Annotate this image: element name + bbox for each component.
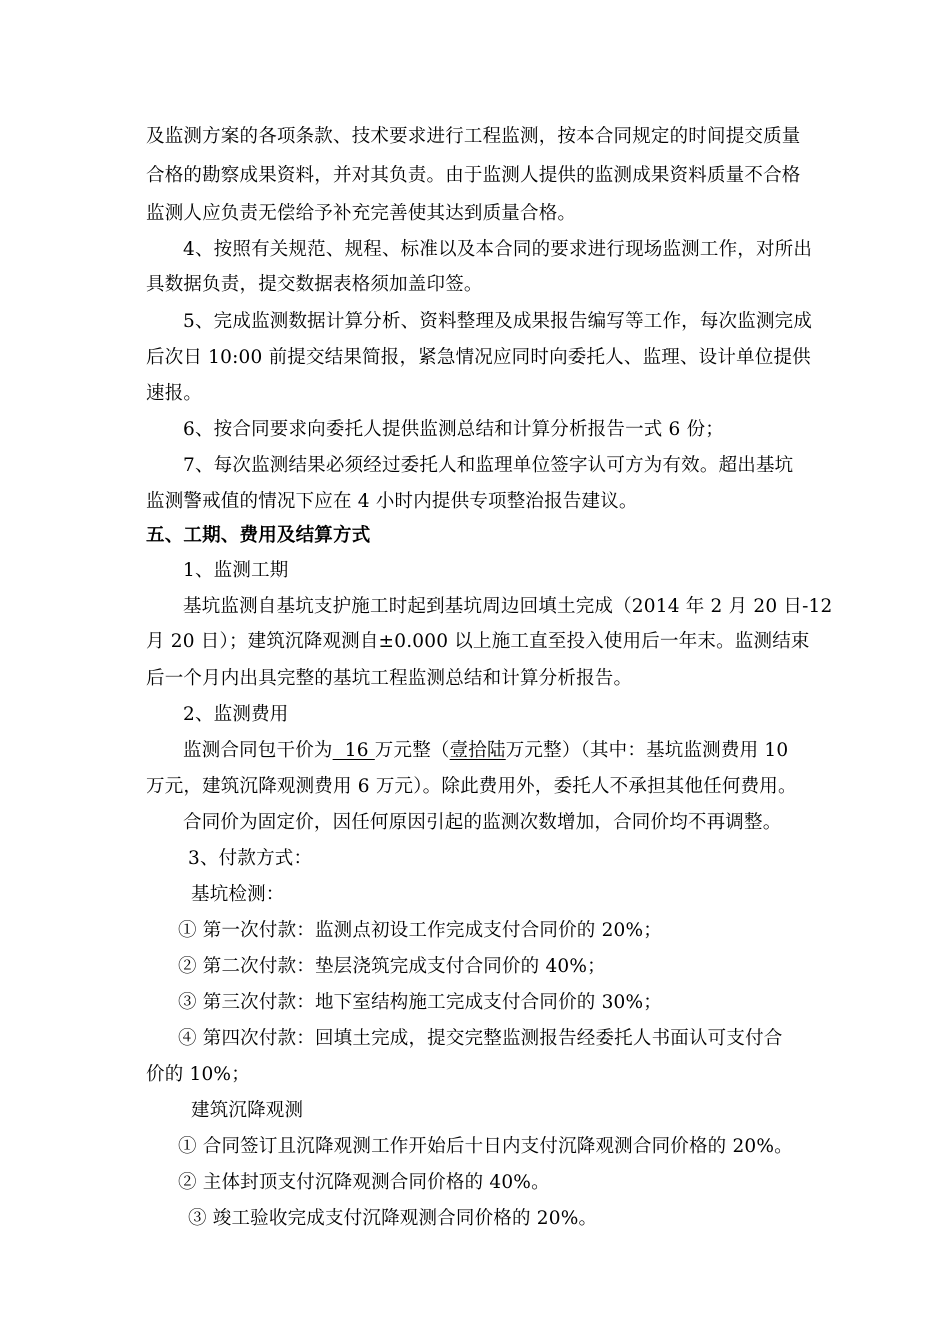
fee-mid: 万元整（ (374, 740, 450, 761)
paragraph-line: 合同价为固定价，因任何原因引起的监测次数增加，合同价均不再调整。 (183, 812, 782, 833)
payment-item: ③ 竣工验收完成支付沉降观测合同价格的 20%。 (188, 1208, 598, 1229)
paragraph-line: 7、每次监测结果必须经过委托人和监理单位签字认可方为有效。超出基坑 (183, 455, 794, 476)
payment-item: ① 合同签订且沉降观测工作开始后十日内支付沉降观测合同价格的 20%。 (178, 1136, 793, 1157)
paragraph-line: 监测警戒值的情况下应在 4 小时内提供专项整治报告建议。 (146, 491, 638, 512)
paragraph-line: 月 20 日）；建筑沉降观测自±0.000 以上施工直至投入使用后一年末。监测结束 (146, 631, 810, 652)
payment-item: ① 第一次付款：监测点初设工作完成支付合同价的 20%； (178, 920, 662, 941)
paragraph-line: 5、完成监测数据计算分析、资料整理及成果报告编写等工作，每次监测完成 (183, 311, 813, 332)
paragraph-line: 具数据负责，提交数据表格须加盖印签。 (146, 274, 483, 295)
subsection-heading: 3、付款方式： (188, 848, 313, 869)
settle-title: 建筑沉降观测 (191, 1100, 304, 1121)
payment-item: 价的 10%； (146, 1064, 250, 1085)
paragraph-line: 后次日 10:00 前提交结果简报，紧急情况应同时向委托人、监理、设计单位提供 (146, 347, 811, 368)
section-heading: 五、工期、费用及结算方式 (146, 525, 371, 546)
paragraph-line: 万元，建筑沉降观测费用 6 万元）。除此费用外，委托人不承担其他任何费用。 (146, 776, 797, 797)
fee-prefix: 监测合同包干价为 (183, 740, 333, 761)
payment-item: ② 主体封顶支付沉降观测合同价格的 40%。 (178, 1172, 550, 1193)
fee-mid: 万元整）（其中：基坑监测费用 10 (505, 740, 789, 761)
paragraph-line: 4、按照有关规范、规程、标准以及本合同的要求进行现场监测工作，对所出 (183, 239, 813, 260)
paragraph-line: 监测人应负责无偿给予补充完善使其达到质量合格。 (146, 203, 577, 224)
pit-title: 基坑检测： (191, 884, 285, 905)
subsection-heading: 1、监测工期 (183, 560, 289, 581)
paragraph-line: 后一个月内出具完整的基坑工程监测总结和计算分析报告。 (146, 668, 633, 689)
payment-item: ③ 第三次付款：地下室结构施工完成支付合同价的 30%； (178, 992, 662, 1013)
paragraph-line: 及监测方案的各项条款、技术要求进行工程监测，按本合同规定的时间提交质量 (146, 126, 801, 147)
subsection-heading: 2、监测费用 (183, 704, 289, 725)
paragraph-line: 合格的勘察成果资料，并对其负责。由于监测人提供的监测成果资料质量不合格 (146, 165, 801, 186)
paragraph-line: 速报。 (146, 383, 203, 404)
fee-amount-chinese: 壹拾陆 (449, 740, 506, 761)
paragraph-line: 6、按合同要求向委托人提供监测总结和计算分析报告一式 6 份； (183, 419, 725, 440)
fee-line (183, 739, 788, 763)
fee-amount: 16 (332, 740, 375, 761)
paragraph-line: 基坑监测自基坑支护施工时起到基坑周边回填土完成（2014 年 2 月 20 日-12 (183, 596, 833, 617)
payment-item: ② 第二次付款：垫层浇筑完成支付合同价的 40%； (178, 956, 606, 977)
payment-item: ④ 第四次付款：回填土完成，提交完整监测报告经委托人书面认可支付合 (178, 1028, 783, 1049)
